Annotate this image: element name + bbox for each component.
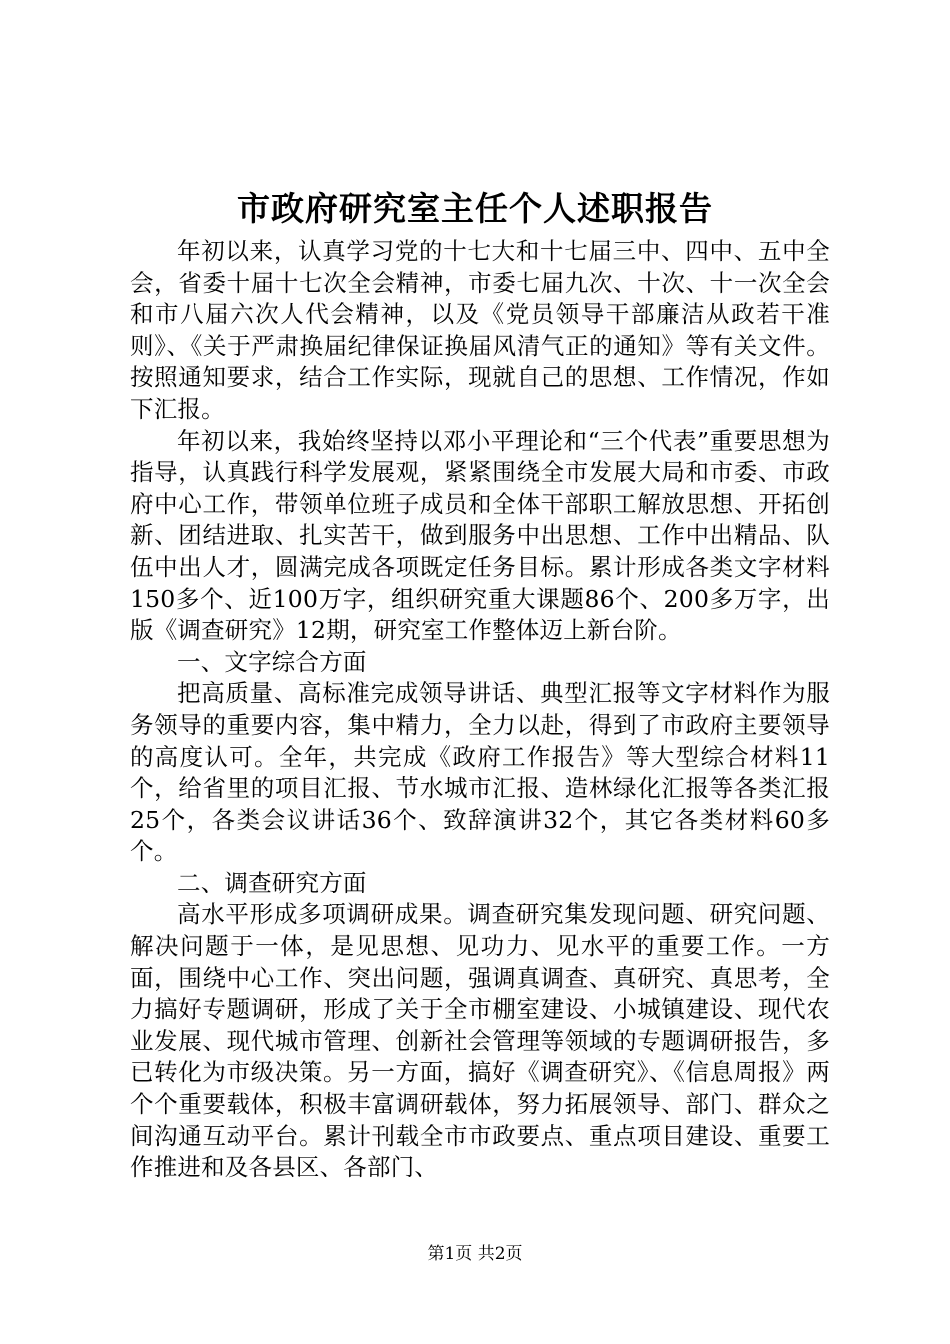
paragraph-research: 高水平形成多项调研成果。调查研究集发现问题、研究问题、解决问题于一体，是见思想、见功力、见水平的重要工作。一方面，围绕中心工作、突出问题，强调真调查、真研究、真思考，全力搞好专题调研，形成了关于全市棚室建设、小城镇建设、现代农业发展、现代城市管理、创新社会管理等领域的专题调研报告，多已转化为市级决策。另一方面，搞好《调查研究》、《信息周报》两个个重要载体，积极丰富调研载体，努力拓展领导、部门、群众之间沟通互动平台。累计刊载全市市政要点、重点项目建设、重要工作推进和及各县区、各部门、 bbox=[130, 900, 830, 1182]
document-title: 市政府研究室主任个人述职报告 bbox=[237, 189, 713, 228]
section-heading-writing: 一、文字综合方面 bbox=[177, 647, 367, 676]
paragraph-intro: 年初以来，认真学习党的十七大和十七届三中、四中、五中全会，省委十届十七次全会精神，市委七届九次、十次、十一次全会和市八届六次人代会精神，以及《党员领导干部廉洁从政若干准则》、《关于严肃换届纪律保证换届风清气正的通知》等有关文件。按照通知要求，结合工作实际，现就自己的思想、工作情况，作如下汇报。 bbox=[130, 237, 830, 423]
document-body bbox=[130, 236, 830, 1184]
paragraph-overview: 年初以来，我始终坚持以邓小平理论和“三个代表”重要思想为指导，认真践行科学发展观，紧紧围绕全市发展大局和市委、市政府中心工作，带领单位班子成员和全体干部职工解放思想、开拓创新、团结进取、扎实苦干，做到服务中出思想、工作中出精品、队伍中出人才，圆满完成各项既定任务目标。累计形成各类文字材料150多个、近100万字，组织研究重大课题86个、200多万字，出版《调查研究》12期，研究室工作整体迈上新台阶。 bbox=[130, 426, 830, 645]
section-heading-research: 二、调查研究方面 bbox=[177, 868, 367, 897]
page-number-footer: 第1页 共2页 bbox=[427, 1244, 523, 1264]
paragraph-writing: 把高质量、高标准完成领导讲话、典型汇报等文字材料作为服务领导的重要内容，集中精力，全力以赴，得到了市政府主要领导的高度认可。全年，共完成《政府工作报告》等大型综合材料11个，给省里的项目汇报、节水城市汇报、造林绿化汇报等各类汇报25个，各类会议讲话36个、致辞演讲32个，其它各类材料60多个。 bbox=[130, 679, 830, 866]
